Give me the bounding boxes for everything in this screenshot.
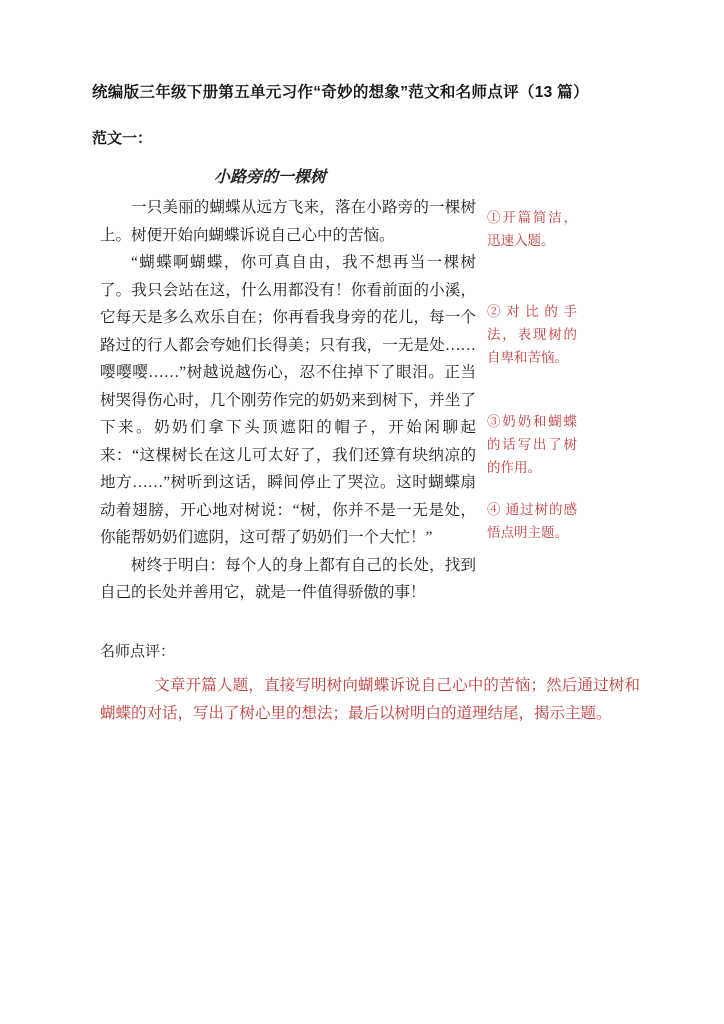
- margin-note-3: ③奶奶和蝴蝶的话写出了树的作用。: [487, 414, 577, 475]
- section-label: 范文一：: [92, 130, 153, 147]
- essay-paragraph-3: 树终于明白：每个人的身上都有自己的长处，找到自己的长处并善用它，就是一件值得骄傲的事！: [100, 556, 476, 601]
- review-heading: 名师点评：: [100, 644, 176, 660]
- essay-paragraph-2: “蝴蝶啊蝴蝶，你可真自由，我不想再当一棵树了。我只会站在这，什么用都没有！你看前面的小溪，它每天是多么欢乐自在；你再看我身旁的花儿，每一个路过的行人都会夸她们长得美；只有我，一无是处……嘤嘤嘤……”树越说越伤心，忍不住掉下了眼泪。正当树哭得伤心时，几个刚劳作完的奶奶来到树下，并坐了下来。奶奶们拿下头顶遮阳的帽子，开始闲聊起来：“这棵树长在这儿可太好了，我们还算有块纳凉的地方……”树听到这话，瞬间停止了哭泣。这时蝴蝶扇动着翅膀，开心地对树说：“树，你并不是一无是处，你能帮奶奶们遮阴，这可帮了奶奶们一个大忙！”: [100, 254, 476, 546]
- essay-paragraph-1: 一只美丽的蝴蝶从远方飞来，落在小路旁的一棵树上。树便开始向蝴蝶诉说自己心中的苦恼。: [100, 199, 476, 244]
- margin-note-1: ①开篇简洁，迅速入题。: [487, 210, 577, 248]
- margin-note-4: ④ 通过树的感悟点明主题。: [487, 502, 577, 540]
- margin-note-2: ②对比的手法，表现树的自卑和苦恼。: [487, 304, 577, 365]
- essay-body: [100, 194, 476, 607]
- review-body: 文章开篇人题，直接写明树向蝴蝶诉说自己心中的苦恼；然后通过树和蝴蝶的对话，写出了树心里的想法；最后以树明白的道理结尾，揭示主题。: [100, 677, 640, 722]
- essay-title: 小路旁的一棵树: [213, 169, 326, 186]
- document-title: 统编版三年级下册第五单元习作“奇妙的想象”范文和名师点评（13 篇）: [92, 84, 589, 101]
